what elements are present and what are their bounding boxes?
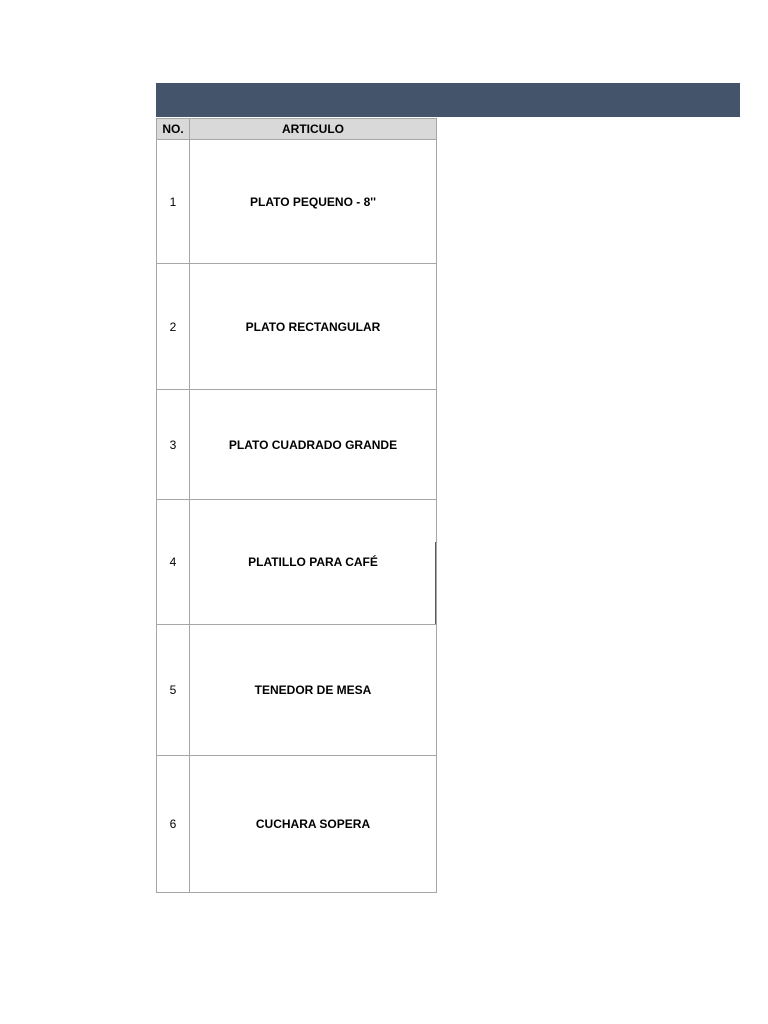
header-row	[157, 119, 437, 140]
row-number-cell: 2	[157, 264, 190, 390]
article-cell: CUCHARA SOPERA	[190, 756, 437, 893]
row-number-cell: 3	[157, 390, 190, 500]
column-header-no: NO.	[157, 119, 190, 140]
row-number-cell: 4	[157, 500, 190, 625]
title-band	[156, 83, 740, 117]
row-number-cell: 6	[157, 756, 190, 893]
article-cell: PLATILLO PARA CAFÉ	[190, 500, 437, 625]
article-cell: PLATO CUADRADO GRANDE	[190, 390, 437, 500]
table-row	[157, 500, 437, 625]
row-number-cell: 5	[157, 625, 190, 756]
table-row	[157, 756, 437, 893]
article-cell: PLATO PEQUENO - 8''	[190, 140, 437, 264]
table-row	[157, 390, 437, 500]
items-table	[156, 118, 437, 893]
article-cell: TENEDOR DE MESA	[190, 625, 437, 756]
cell-border-accent	[435, 542, 436, 624]
table-row	[157, 625, 437, 756]
row-number-cell: 1	[157, 140, 190, 264]
table-row	[157, 140, 437, 264]
column-header-articulo: ARTICULO	[190, 119, 437, 140]
article-cell: PLATO RECTANGULAR	[190, 264, 437, 390]
table-row	[157, 264, 437, 390]
